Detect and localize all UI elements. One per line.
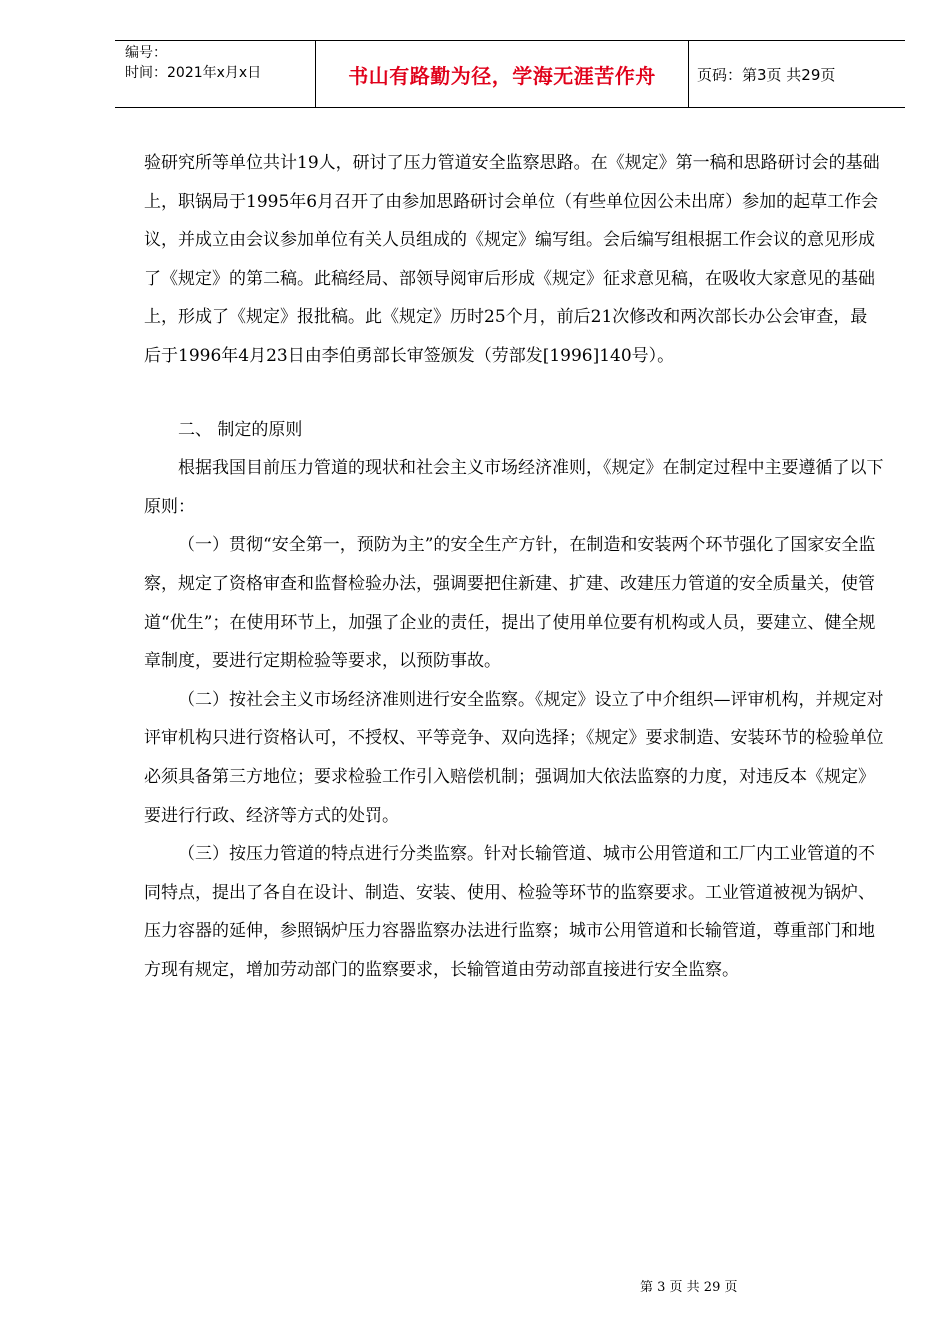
paragraph-drafting-history: 验研究所等单位共计19人，研讨了压力管道安全监察思路。在《规定》第一稿和思路研讨会的基础上，职锅局于1995年6月召开了由参加思路研讨会单位（有些单位因公未出席）参加的起草工作会议，并成立由会议参加单位有关人员组成的《规定》编写组。会后编写组根据工作会议的意见形成了《规定》的第二稿。此稿经局、部领导阅审后形成《规定》征求意见稿，在吸收大家意见的基础上，形成了《规定》报批稿。此《规定》历时25个月，前后21次修改和两次部长办公会审查，最后于1996年4月23日由李伯勇部长审签颁发（劳部发[1996]140号）。 <box>144 153 880 366</box>
paragraph-principle-3: （三）按压力管道的特点进行分类监察。针对长输管道、城市公用管道和工厂内工业管道的不同特点，提出了各自在设计、制造、安装、使用、检验等环节的监察要求。工业管道被视为锅炉、压力容器的延伸，参照锅炉压力容器监察办法进行监察；城市公用管道和长输管道，尊重部门和地方现有规定，增加劳动部门的监察要求，长输管道由劳动部直接进行安全监察。 <box>144 844 875 980</box>
header-motto-cell <box>316 41 689 107</box>
document-body <box>144 144 884 989</box>
paragraph-principle-2: （二）按社会主义市场经济准则进行安全监察。《规定》设立了中介组织—评审机构，并规定对评审机构只进行资格认可，不授权、平等竞争、双向选择；《规定》要求制造、安装环节的检验单位必须具备第三方地位；要求检验工作引入赔偿机制；强调加大依法监察的力度，对违反本《规定》要进行行政、经济等方式的处罚。 <box>144 689 884 826</box>
paragraph-principles-intro: 根据我国目前压力管道的现状和社会主义市场经济准则，《规定》在制定过程中主要遵循了以下原则： <box>144 458 884 517</box>
serial-number-label: 编号： <box>125 45 167 61</box>
page-footer: 第 3 页 共 29 页 <box>640 1280 738 1295</box>
header-meta <box>115 41 316 107</box>
date-label: 时间：2021年x月x日 <box>125 65 262 81</box>
motto-text: 书山有路勤为径，学海无涯苦作舟 <box>348 63 656 88</box>
paragraph-principle-1: （一）贯彻“安全第一，预防为主”的安全生产方针，在制造和安装两个环节强化了国家安全监察，规定了资格审查和监督检验办法，强调要把住新建、扩建、改建压力管道的安全质量关，使管道“优生”；在使用环节上，加强了企业的责任，提出了使用单位要有机构或人员，要建立、健全规章制度，要进行定期检验等要求，以预防事故。 <box>144 535 876 672</box>
page-header <box>115 40 905 108</box>
header-page-info: 页码：第3页 共29页 <box>697 65 836 84</box>
header-page-cell <box>689 41 905 107</box>
section-heading-principles: 二、 制定的原则 <box>178 419 303 440</box>
